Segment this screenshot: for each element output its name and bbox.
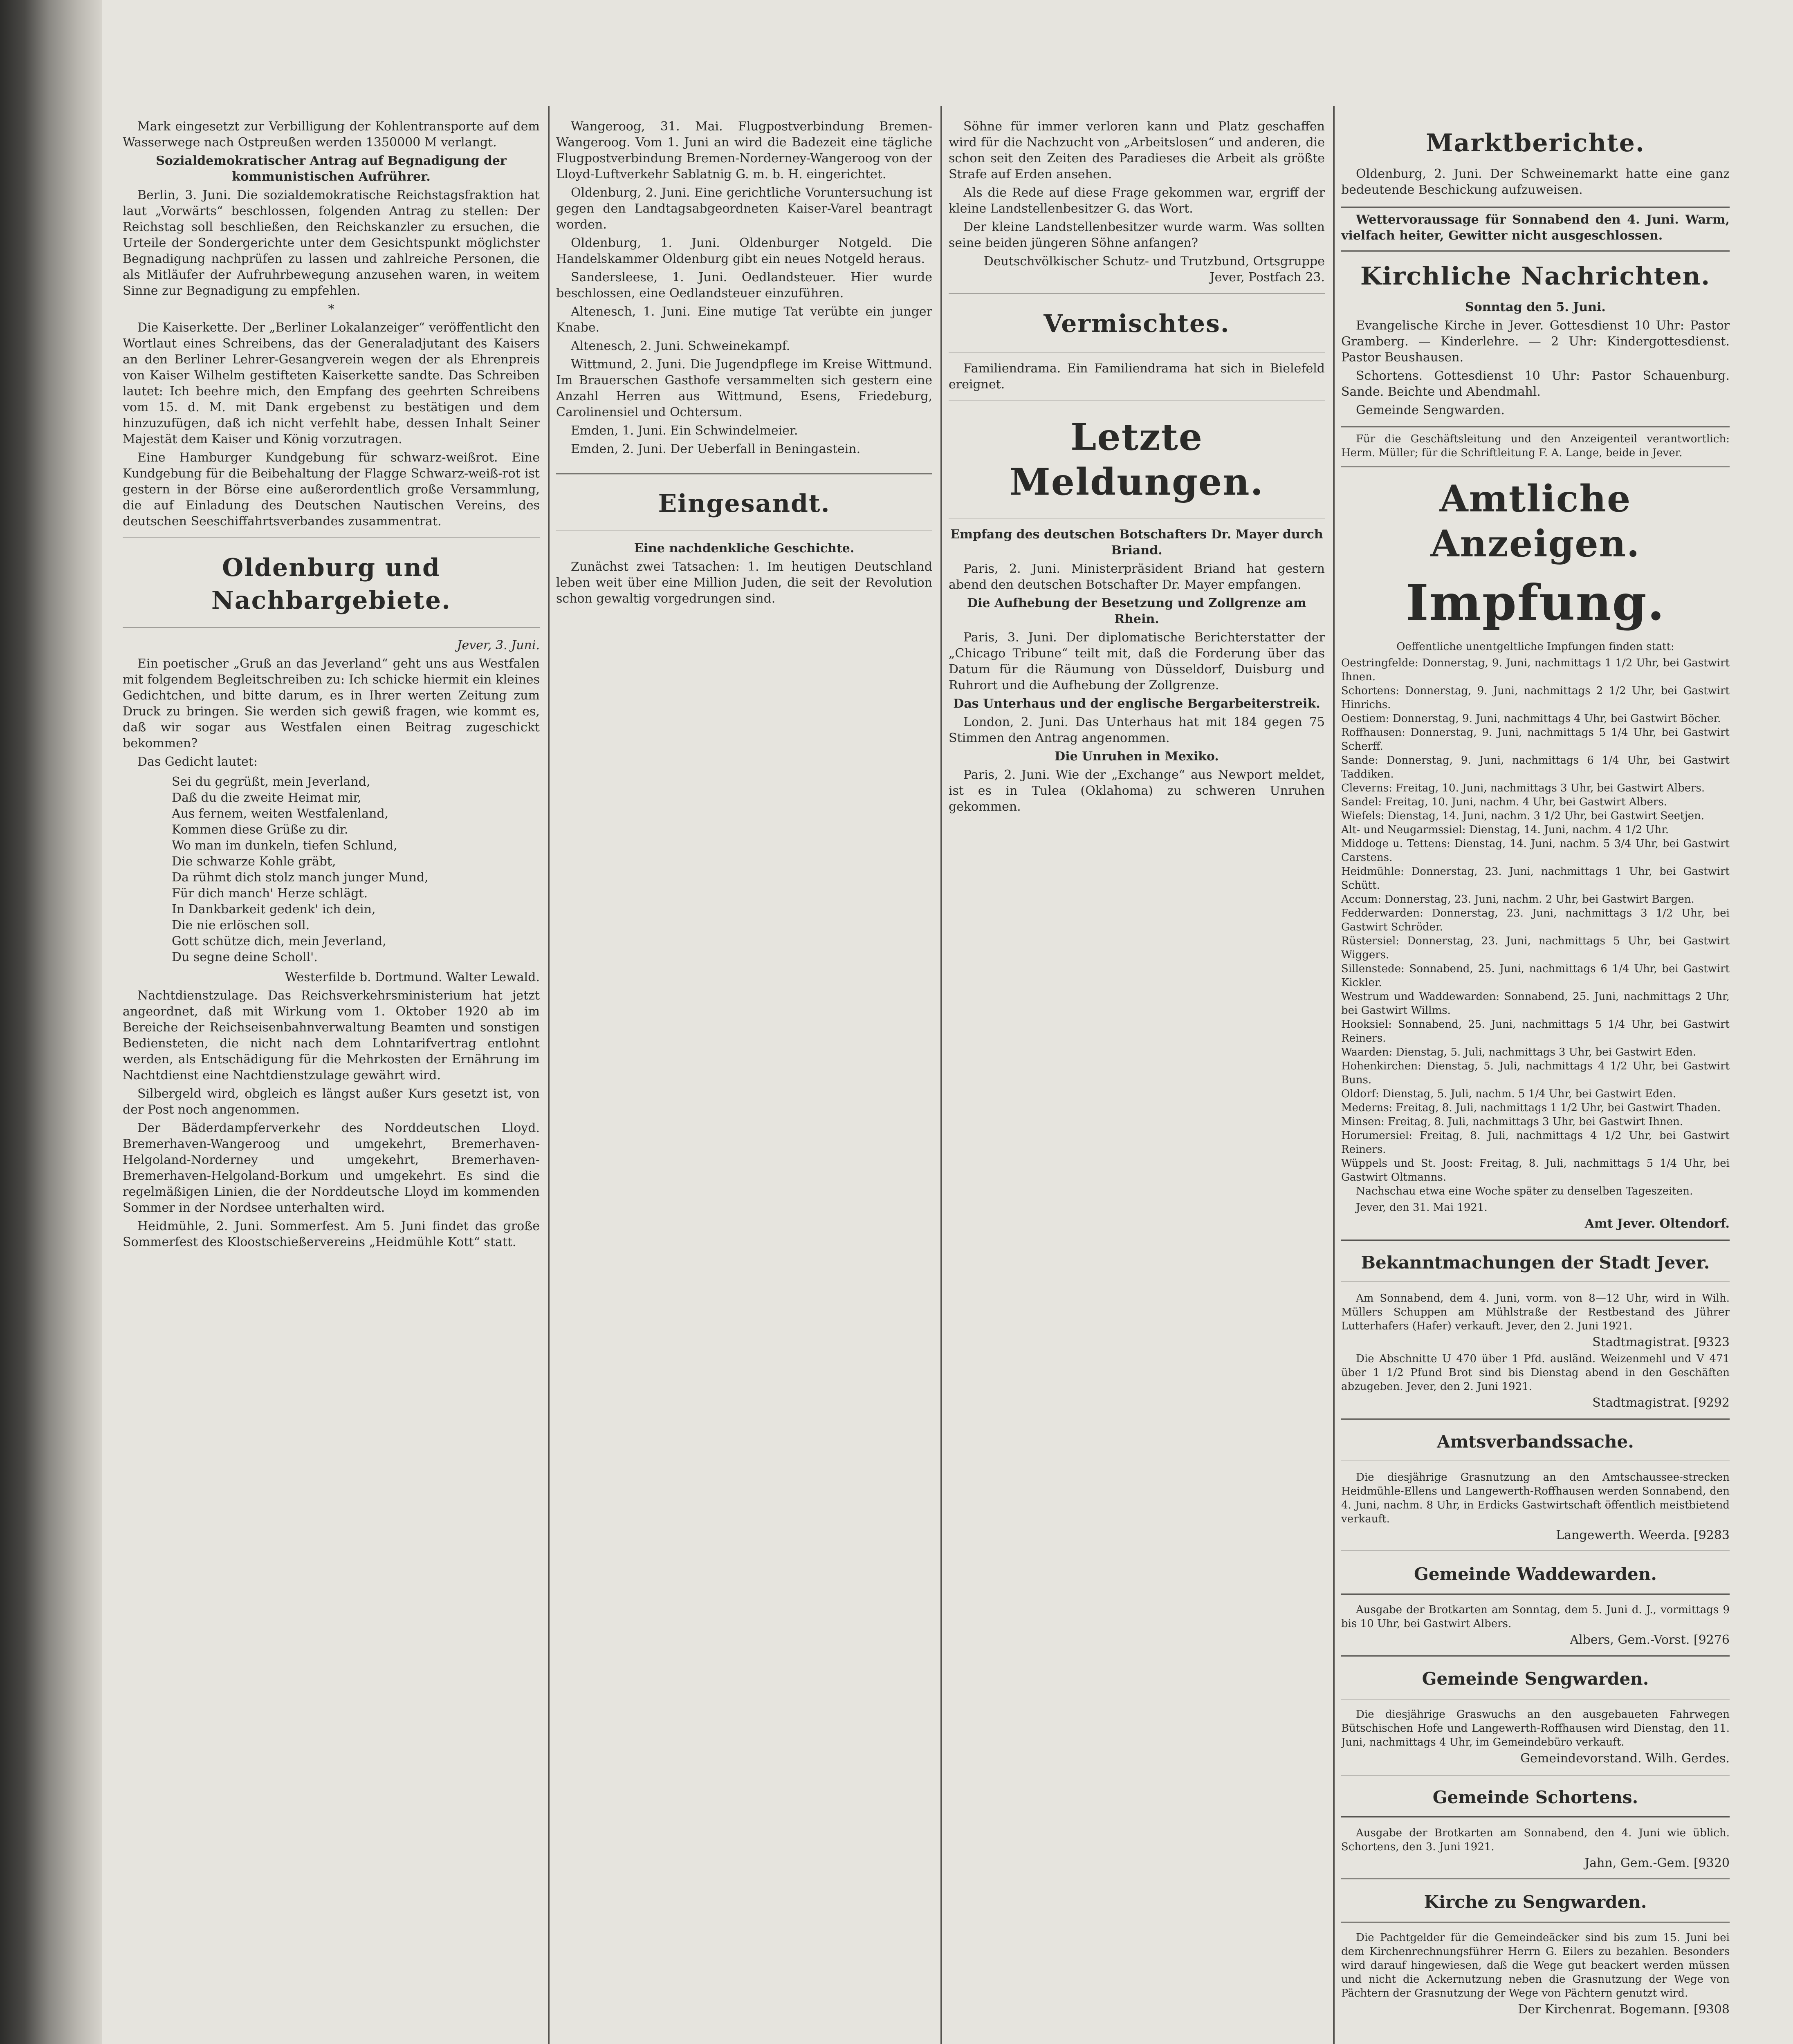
column-4 (1341, 119, 1730, 2044)
article-text: Der Bäderdampferverkehr des Norddeutschen Lloyd. Bremerhaven-Wangeroog und umgekehrt, Bremerhaven-Helgoland-Norderney und umgekehrt, Bremerhaven-Bremerhaven-Helgoland-Borkum und umgekehrt. Es sind die regelmäßigen Linien, die der Norddeutsche Lloyd im kommenden Sommer in der Nordsee unterhalten wird. (123, 1121, 540, 1215)
list-item: Wüppels und St. Joost: Freitag, 8. Juli, nachmittags 5 1/4 Uhr, bei Gastwirt Oltmanns. (1341, 1157, 1730, 1183)
article-subtitle: Empfang des deutschen Botschafters Dr. Mayer durch Briand. (950, 527, 1323, 558)
article-text: Wangeroog, 31. Mai. Flugpostverbindung Bremen-Wangeroog. Vom 1. Juni an wird die Badezeit eine tägliche Flugpostverbindung Bremen-Norderney-Wangeroog von der Lloyd-Luftverkehr Sablatnig G. m. b. H. eingerichtet. (556, 119, 932, 182)
notice-signature (1341, 1336, 1730, 1349)
column-rule (548, 106, 550, 2044)
notice-title: Amtsverbandssache. (1437, 1432, 1634, 1452)
separator-asterisk: * (328, 302, 334, 316)
article-text: Oldenburg, 2. Juni. Der Schweinemarkt hatte eine ganz bedeutende Beschickung aufzuweisen. (1341, 167, 1730, 197)
poem-line: In Dankbarkeit gedenk' ich dein, (172, 902, 376, 917)
list-item: Roffhausen: Donnerstag, 9. Juni, nachmittags 5 1/4 Uhr, bei Gastwirt Scherff. (1341, 726, 1730, 753)
column-3 (949, 119, 1325, 2044)
poem-line: Sei du gegrüßt, mein Jeverland, (172, 775, 370, 789)
notice-title: Gemeinde Sengwarden. (1422, 1669, 1649, 1689)
poem-signature: Westerfilde b. Dortmund. Walter Lewald. (285, 970, 540, 984)
article-text: Evangelische Kirche in Jever. Gottesdienst 10 Uhr: Pastor Gramberg. — Kinderlehre. — 2 Uhr: Kindergottesdienst. Pastor Beushausen. (1341, 318, 1730, 365)
list-item: Fedderwarden: Donnerstag, 23. Juni, nachmittags 3 1/2 Uhr, bei Gastwirt Schröder. (1341, 907, 1730, 933)
section-title: Eingesandt. (658, 489, 830, 518)
list-item: Oestiem: Donnerstag, 9. Juni, nachmittags 4 Uhr, bei Gastwirt Böcher. (1341, 713, 1721, 725)
subheading: Sonntag den 5. Juni. (1465, 300, 1606, 314)
column-rule (1333, 106, 1335, 2044)
list-item: Hohenkirchen: Dienstag, 5. Juli, nachmittags 4 1/2 Uhr, bei Gastwirt Buns. (1341, 1060, 1730, 1086)
column-2 (556, 119, 932, 2044)
notice-text: Ausgabe der Brotkarten am Sonntag, dem 5. Juni d. J., vormittags 9 bis 10 Uhr, bei Gastwirt Albers. (1341, 1604, 1730, 1630)
article-text: Oldenburg, 1. Juni. Oldenburger Notgeld. Die Handelskammer Oldenburg gibt ein neues Notgeld heraus. (556, 236, 932, 266)
section-title: Kirchliche Nachrichten. (1360, 262, 1711, 291)
notice-text: Am Sonnabend, dem 4. Juni, vorm. von 8—12 Uhr, wird in Wilh. Müllers Schuppen am Mühlstraße der Restbestand des Jührer Lutterhafers (Hafer) verkauft. Jever, den 2. Juni 1921. (1341, 1292, 1730, 1332)
notice-signature-text: Albers, Gem.-Vorst. (1570, 1633, 1690, 1647)
list-item: Mederns: Freitag, 8. Juli, nachmittags 1 1/2 Uhr, bei Gastwirt Thaden. (1341, 1102, 1721, 1114)
notice-text: Die Pachtgelder für die Gemeindeäcker sind bis zum 15. Juni bei dem Kirchenrechnungsführer Herrn G. Eilers zu bezahlen. Besonders wird darauf hingewiesen, daß die Wege gut beackert werden müssen und nicht die Ackernutzung neben die Grasnutzung der Wege von Pächtern der Grasnutzung der Wege von Pächtern genutzt wird. (1341, 1932, 1730, 1999)
notice-code: [9308 (1693, 2002, 1730, 2017)
article-text: London, 2. Juni. Das Unterhaus hat mit 184 gegen 75 Stimmen den Antrag angenommen. (949, 715, 1325, 745)
list-item: Heidmühle: Donnerstag, 23. Juni, nachmittags 1 Uhr, bei Gastwirt Schütt. (1341, 865, 1730, 892)
article-text: Nachschau etwa eine Woche später zu denselben Tageszeiten. (1356, 1185, 1693, 1197)
article-text: Nachtdienstzulage. Das Reichsverkehrsministerium hat jetzt angeordnet, daß mit Wirkung vom 1. Oktober 1920 ab im Bereiche der Reichseisenbahnverwaltung Beamten und sonstigen Bediensteten, die nicht nach dem Lohntarifvertrag entlohnt werden, als Entschädigung für die Mehrkosten der Ernährung im Nachtdienst eine Nachtdienstzulage gewährt wird. (123, 988, 540, 1083)
poem-line: Kommen diese Grüße zu dir. (172, 823, 348, 837)
article-text: Emden, 2. Juni. Der Ueberfall in Beningastein. (571, 442, 861, 456)
article-text: Der kleine Landstellenbesitzer wurde warm. Was sollten seine beiden jüngeren Söhne anfangen? (949, 220, 1325, 250)
article-text: Familiendrama. Ein Familiendrama hat sich in Bielefeld ereignet. (949, 361, 1325, 392)
list-item: Hooksiel: Sonnabend, 25. Juni, nachmittags 5 1/4 Uhr, bei Gastwirt Reiners. (1341, 1018, 1730, 1044)
article-text: Altenesch, 1. Juni. Eine mutige Tat verübte ein junger Knabe. (556, 305, 932, 335)
list-item: Oestringfelde: Donnerstag, 9. Juni, nachmittags 1 1/2 Uhr, bei Gastwirt Ihnen. (1341, 657, 1730, 683)
list-item: Westrum und Waddewarden: Sonnabend, 25. Juni, nachmittags 2 Uhr, bei Gastwirt Willms. (1341, 991, 1730, 1017)
list-item: Middoge u. Tettens: Dienstag, 14. Juni, nachm. 5 3/4 Uhr, bei Gastwirt Carstens. (1341, 838, 1730, 864)
poem-line: Die nie erlöschen soll. (172, 918, 310, 932)
notice-text: Die Abschnitte U 470 über 1 Pfd. ausländ. Weizenmehl und V 471 über 1 1/2 Pfund Brot sind bis Dienstag abend in den Geschäften abzugeben. Jever, den 2. Juni 1921. (1341, 1353, 1730, 1393)
poem-line: Die schwarze Kohle gräbt, (172, 854, 336, 869)
list-item: Cleverns: Freitag, 10. Juni, nachmittags 3 Uhr, bei Gastwirt Albers. (1341, 782, 1705, 794)
poem-line: Daß du die zweite Heimat mir, (172, 791, 361, 805)
poem-intro: Das Gedicht lautet: (137, 755, 258, 769)
notice-signature (1341, 1633, 1730, 1647)
poem-line: Gott schütze dich, mein Jeverland, (172, 934, 386, 948)
list-item: Horumersiel: Freitag, 8. Juli, nachmittags 4 1/2 Uhr, bei Gastwirt Reiners. (1341, 1130, 1730, 1156)
vaccination-schedule (1341, 656, 1730, 1184)
article-text: Zunächst zwei Tatsachen: 1. Im heutigen Deutschland leben weit über eine Million Juden, die seit der Revolution schon gewaltig vorgedrungen sind. (556, 560, 932, 606)
article-opening: Mark eingesetzt zur Verbilligung der Kohlentransporte auf dem Wasserwege nach Ostpreußen werden 1350000 M verlangt. (123, 119, 540, 150)
article-text: Söhne für immer verloren kann und Platz geschaffen wird für die Nachzucht von „Arbeitslosen“ und anderen, die schon seit den Zeiten des Paradieses die Arbeit als größte Strafe auf Erden ansehen. (949, 119, 1325, 182)
book-binding-shadow (0, 0, 102, 2044)
dateline: Jever, 3. Juni. (457, 638, 540, 652)
article-text: Altenesch, 2. Juni. Schweinekampf. (571, 339, 790, 353)
notice-signature-text: Der Kirchenrat. Bogemann. (1518, 2002, 1690, 2017)
article-headline: Sozialdemokratischer Antrag auf Begnadigung der kommunistischen Aufrührer. (156, 154, 507, 184)
poem-line: Du segne deine Scholl'. (172, 950, 318, 964)
list-item: Sande: Donnerstag, 9. Juni, nachmittags 6 1/4 Uhr, bei Gastwirt Taddiken. (1341, 754, 1730, 780)
notice-signature (1341, 1856, 1730, 1870)
poem-line: Da rühmt dich stolz manch junger Mund, (172, 870, 429, 885)
article-text: Berlin, 3. Juni. Die sozialdemokratische Reichstagsfraktion hat laut „Vorwärts“ beschlossen, folgenden Antrag zu stellen: Der Reichstag soll beschließen, den Reichskanzler zu ersuchen, die Urteile der Sondergerichte unter dem Gesichtspunkt möglichster Begnadigung nachprüfen zu lassen und zahlreiche Personen, die als Mitläufer der Aufruhrbewegung anzusehen waren, in weitem Sinne zur Begnadigung zu empfehlen. (123, 188, 540, 298)
list-item: Sandel: Freitag, 10. Juni, nachm. 4 Uhr, bei Gastwirt Albers. (1341, 796, 1667, 808)
list-item: Oldorf: Dienstag, 5. Juli, nachm. 5 1/4 Uhr, bei Gastwirt Eden. (1341, 1088, 1676, 1100)
notice-code: [9323 (1693, 1335, 1730, 1349)
article-text: Paris, 3. Juni. Der diplomatische Berichterstatter der „Chicago Tribune“ teilt mit, daß die Forderung über das Datum für die Räumung von Düsseldorf, Duisburg und Ruhrort und die Aufhebung der Zollgrenze. (949, 630, 1325, 693)
list-item: Sillenstede: Sonnabend, 25. Juni, nachmittags 6 1/4 Uhr, bei Gastwirt Kickler. (1341, 963, 1730, 989)
weather-forecast: Wettervoraussage für Sonnabend den 4. Juni. Warm, vielfach heiter, Gewitter nicht ausgeschlossen. (1341, 213, 1730, 243)
notice-title: Gemeinde Schortens. (1432, 1787, 1638, 1807)
article-text: Paris, 2. Juni. Wie der „Exchange“ aus Newport meldet, ist es in Tulea (Oklahoma) zu schweren Unruhen gekommen. (949, 768, 1325, 814)
poem-line: Wo man im dunkeln, tiefen Schlund, (172, 838, 397, 853)
article-text: Eine Hamburger Kundgebung für schwarz-weißrot. Eine Kundgebung für die Beibehaltung der Flagge Schwarz-weiß-rot ist gestern in der Börse eine außerordentlich große Versammlung, die auf Einladung des Deutschen Nautischen Vereins, des deutschen Seeschiffahrtsverbandes zusammentrat. (123, 450, 540, 529)
section-title: Amtliche Anzeigen. (1430, 477, 1640, 565)
article-text: Wittmund, 2. Juni. Die Jugendpflege im Kreise Wittmund. Im Brauerschen Gasthofe versammelten sich gestern eine Anzahl Herren aus Wittmund, Esens, Friedeburg, Carolinensiel und Ochtersum. (556, 357, 932, 419)
article-text: Als die Rede auf diese Frage gekommen war, ergriff der kleine Landstellenbesitzer G. das Wort. (949, 186, 1325, 216)
article-text: Die Kaiserkette. Der „Berliner Lokalanzeiger“ veröffentlicht den Wortlaut eines Schreibens, das der Generaladjutant des Kaisers an den Berliner Lehrer-Gesangverein wegen der als Ehrenpreis von Kaiser Wilhelm gestifteten Kaiserkette sandte. Das Schreiben lautet: Ich beehre mich, den Empfang des geehrten Schreibens vom 15. d. M. mit Dank ergebenst zu bestätigen und dem hinzuzufügen, daß ich nicht verfehlt habe, dessen Inhalt Seiner Majestät dem Kaiser und König vorzutragen. (123, 320, 540, 446)
notice-code: [9292 (1693, 1396, 1730, 1410)
article-text: Oldenburg, 2. Juni. Eine gerichtliche Voruntersuchung ist gegen den Landtagsabgeordneten Kaiser-Varel beantragt worden. (556, 186, 932, 232)
article-text: Sandersleese, 1. Juni. Oedlandsteuer. Hier wurde beschlossen, eine Oedlandsteuer einzuführen. (556, 270, 932, 300)
list-item: Waarden: Dienstag, 5. Juli, nachmittags 3 Uhr, bei Gastwirt Eden. (1341, 1046, 1696, 1058)
article-text: Silbergeld wird, obgleich es längst außer Kurs gesetzt ist, von der Post noch angenommen. (123, 1087, 540, 1117)
section-title: Marktberichte. (1426, 129, 1645, 157)
section-title: Vermischtes. (1043, 309, 1230, 338)
notice-intro: Oeffentliche unentgeltliche Impfungen finden statt: (1396, 641, 1674, 653)
notice-signature (1341, 1396, 1730, 1410)
list-item: Wiefels: Dienstag, 14. Juni, nachm. 3 1/2 Uhr, bei Gastwirt Seetjen. (1341, 810, 1705, 822)
notice-code: [9320 (1693, 1856, 1730, 1870)
notice-text: Ausgabe der Brotkarten am Sonnabend, den 4. Juni wie üblich. Schortens, den 3. Juni 1921. (1341, 1827, 1730, 1853)
imprint: Für die Geschäftsleitung und den Anzeigenteil verantwortlich: Herm. Müller; für die Schriftleitung F. A. Lange, beide in Jever. (1341, 433, 1730, 459)
newspaper-page (123, 106, 1730, 2044)
article-text: Emden, 1. Juni. Ein Schwindelmeier. (571, 424, 798, 438)
notice-signature (1341, 1529, 1730, 1542)
notice-signature-text: Stadtmagistrat. (1592, 1335, 1690, 1349)
notice-code: [9283 (1693, 1528, 1730, 1542)
notice-text: Die diesjährige Graswuchs an den ausgebaueten Fahrwegen Bütschischen Hofe und Langewerth-Roffhausen wird Dienstag, den 11. Juni, nachmittags 4 Uhr, im Gemeindebüro verkauft. (1341, 1708, 1730, 1748)
notice-title: Bekanntmachungen der Stadt Jever. (1361, 1253, 1710, 1273)
list-item: Accum: Donnerstag, 23. Juni, nachm. 2 Uhr, bei Gastwirt Bargen. (1341, 893, 1694, 905)
article-text: Ein poetischer „Gruß an das Jeverland“ geht uns aus Westfalen mit folgendem Begleitschreiben zu: Ich schicke hiermit ein kleines Gedichtchen, und bitte darum, es in Ihrer werten Zeitung zum Druck zu bringen. Sie werden sich gewiß fragen, wie kommt es, daß wir sogar aus Westfalen einen Beitrag zugeschickt bekommen? (123, 657, 540, 751)
notice-signature-text: Stadtmagistrat. (1592, 1396, 1690, 1410)
notice-text: Die diesjährige Grasnutzung an den Amtschaussee-strecken Heidmühle-Ellens und Langewerth-Roffhausen werden Sonnabend, den 4. Juni, nachm. 8 Uhr, in Erdicks Gastwirtschaft öffentlich meistbietend verkauft. (1341, 1471, 1730, 1525)
notice-signature-text: Langewerth. Weerda. (1556, 1528, 1690, 1542)
notice-signature: Amt Jever. Oltendorf. (1584, 1217, 1730, 1231)
notice-code: [9276 (1693, 1633, 1730, 1647)
notice-date: Jever, den 31. Mai 1921. (1356, 1201, 1488, 1214)
notice-title: Gemeinde Waddewarden. (1414, 1564, 1657, 1584)
column-1 (123, 119, 540, 2044)
article-text: Gemeinde Sengwarden. (1356, 403, 1505, 417)
list-item: Schortens: Donnerstag, 9. Juni, nachmittags 2 1/2 Uhr, bei Gastwirt Hinrichs. (1341, 685, 1730, 711)
section-title: Oldenburg und Nachbargebiete. (211, 554, 451, 615)
list-item: Rüstersiel: Donnerstag, 23. Juni, nachmittags 5 Uhr, bei Gastwirt Wiggers. (1341, 935, 1730, 961)
poem (123, 774, 540, 965)
section-title: Letzte Meldungen. (1010, 415, 1264, 504)
column-rule (940, 106, 942, 2044)
article-text: Paris, 2. Juni. Ministerpräsident Briand hat gestern abend den deutschen Botschafter Dr. Mayer empfangen. (949, 562, 1325, 592)
article-subtitle: Das Unterhaus und der englische Bergarbeiterstreik. (953, 697, 1320, 711)
article-text: Schortens. Gottesdienst 10 Uhr: Pastor Schauenburg. Sande. Beichte und Abendmahl. (1341, 369, 1730, 399)
notice-signature: Gemeindevorstand. Wilh. Gerdes. (1520, 1751, 1730, 1766)
poem-line: Für dich manch' Herze schlägt. (172, 886, 368, 901)
notice-title: Kirche zu Sengwarden. (1424, 1892, 1647, 1912)
notice-title: Impfung. (1405, 574, 1665, 632)
notice-signature-text: Jahn, Gem.-Gem. (1584, 1856, 1690, 1870)
article-subtitle: Die Aufhebung der Besetzung und Zollgrenze am Rhein. (967, 596, 1306, 626)
article-subtitle: Eine nachdenkliche Geschichte. (634, 541, 855, 556)
article-text: Heidmühle, 2. Juni. Sommerfest. Am 5. Juni findet das große Sommerfest des Kloostschießervereins „Heidmühle Kott“ statt. (123, 1219, 540, 1249)
article-subtitle: Die Unruhen in Mexiko. (1055, 749, 1219, 764)
list-item: Minsen: Freitag, 8. Juli, nachmittags 3 Uhr, bei Gastwirt Ihnen. (1341, 1116, 1683, 1128)
article-signature: Deutschvölkischer Schutz- und Trutzbund, Ortsgruppe Jever, Postfach 23. (983, 254, 1325, 285)
list-item: Alt- und Neugarmssiel: Dienstag, 14. Juni, nachm. 4 1/2 Uhr. (1341, 824, 1669, 836)
notice-signature (1341, 2003, 1730, 2017)
poem-line: Aus fernem, weiten Westfalenland, (172, 807, 389, 821)
